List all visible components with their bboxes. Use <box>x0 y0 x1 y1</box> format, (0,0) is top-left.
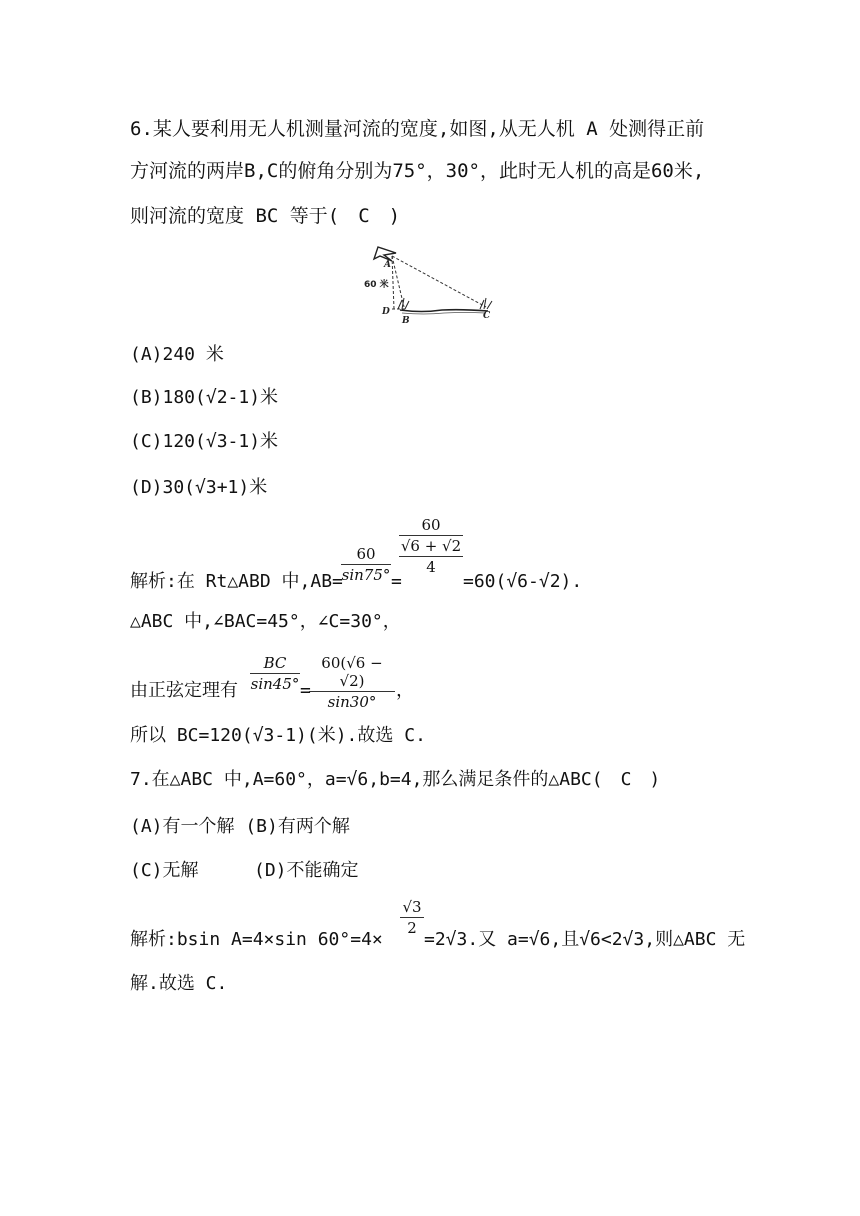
label-d: D <box>382 307 390 317</box>
q7-line-1: 7.在△ABC 中,A=60°，a=√6,b=4,那么满足条件的△ABC( C ) <box>130 769 661 790</box>
q7-analysis-prefix: 解析:bsin A=4×sin 60°=4× <box>130 929 383 950</box>
line-ab <box>392 256 404 307</box>
fraction-bc-sin45 <box>250 654 300 693</box>
frac1-denominator: sin75° <box>341 566 391 584</box>
fraction-nested <box>399 516 463 576</box>
fraction-60-sin75 <box>341 545 391 584</box>
frac4-numerator: 60(√6 − √2) <box>321 654 383 690</box>
line-ad <box>392 256 394 309</box>
q7-option-d: (D)不能确定 <box>254 860 359 881</box>
frac3-denominator: sin45° <box>250 675 300 693</box>
q6-line-2: 方河流的两岸B,C的俯角分别为75°，30°，此时无人机的高是60米, <box>130 160 705 182</box>
drone-river-figure <box>362 243 502 325</box>
q7-frac-denominator: 2 <box>407 919 417 937</box>
line-ac <box>392 256 486 307</box>
q6-analysis-l3-prefix: 由正弦定理有 <box>130 680 238 701</box>
label-c: C <box>483 311 491 321</box>
fraction-sqrt3-2 <box>400 898 424 937</box>
q6-analysis-result: =60(√6-√2). <box>463 571 583 592</box>
river-bank <box>400 310 488 312</box>
q6-line-1: 6.某人要利用无人机测量河流的宽度,如图,从无人机 A 处测得正前 <box>130 118 705 140</box>
q6-option-a: (A)240 米 <box>130 344 224 365</box>
q6-analysis-prefix: 解析:在 Rt△ABD 中,AB= <box>130 571 343 592</box>
q6-option-d: (D)30(√3+1)米 <box>130 477 268 498</box>
frac3-numerator: BC <box>263 654 287 672</box>
grass-c <box>480 298 492 309</box>
label-height: 60 米 <box>364 280 389 290</box>
frac2-middle: √6 + √2 <box>400 537 462 555</box>
q6-analysis-line-4: 所以 BC=120(√3-1)(米).故选 C. <box>130 725 426 746</box>
q7-analysis-suffix: =2√3.又 a=√6,且√6<2√3,则△ABC 无 <box>424 929 746 950</box>
label-a: A <box>384 260 391 270</box>
q6-option-b: (B)180(√2-1)米 <box>130 387 279 408</box>
q6-option-c: (C)120(√3-1)米 <box>130 431 279 452</box>
frac2-denominator: 4 <box>426 558 436 576</box>
grass-b <box>398 298 409 309</box>
q6-analysis-eq-2: = <box>300 680 311 701</box>
q7-option-c: (C)无解 <box>130 860 199 881</box>
q7-analysis-line-2: 解.故选 C. <box>130 973 228 994</box>
q7-options-ab: (A)有一个解 (B)有两个解 <box>130 816 350 837</box>
frac1-numerator: 60 <box>356 545 376 563</box>
q6-analysis-l3-suffix: ， <box>396 680 414 701</box>
label-b: B <box>402 316 410 325</box>
q6-analysis-line-2: △ABC 中,∠BAC=45°，∠C=30°， <box>130 611 401 632</box>
fraction-60-sin30 <box>309 654 395 711</box>
q6-line-3: 则河流的宽度 BC 等于( C ) <box>130 205 401 227</box>
q6-analysis-eq: = <box>391 571 402 592</box>
frac4-denominator: sin30° <box>327 693 377 711</box>
q7-frac-numerator: √3 <box>402 898 422 916</box>
frac2-numerator: 60 <box>421 516 441 534</box>
